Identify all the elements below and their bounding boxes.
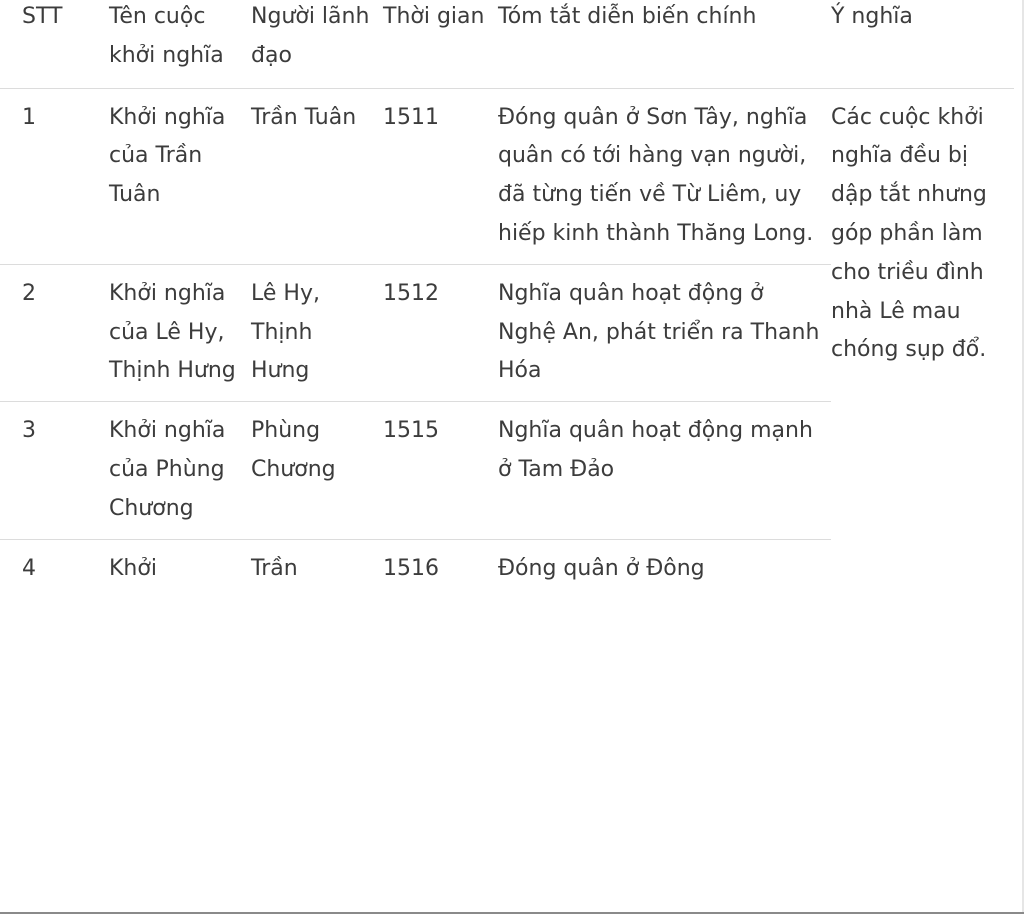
header-leader: Người lãnh đạo <box>251 4 370 68</box>
cell-name: Khởi nghĩa của Lê Hy, Thịnh Hưng <box>109 280 236 384</box>
cell-time: 1511 <box>383 104 439 130</box>
cell-leader: Lê Hy, Thịnh Hưng <box>251 280 320 384</box>
cell-name: Khởi nghĩa của Phùng Chương <box>109 418 226 521</box>
cell-leader: Trần <box>251 555 298 581</box>
cell-stt: 2 <box>22 280 36 306</box>
cell-summary: Đóng quân ở Sơn Tây, nghĩa quân có tới hàng vạn người, đã từng tiến về Từ Liêm, uy hiếp kinh thành Thăng Long. <box>498 104 814 246</box>
header-stt: STT <box>22 4 63 29</box>
table-row <box>0 88 1014 264</box>
cell-stt: 4 <box>22 555 36 581</box>
cell-time: 1515 <box>383 418 439 444</box>
header-time: Thời gian <box>383 4 485 29</box>
cell-time: 1516 <box>383 555 439 581</box>
cell-summary: Nghĩa quân hoạt động ở Nghệ An, phát triển ra Thanh Hóa <box>498 280 820 384</box>
header-summary: Tóm tắt diễn biến chính <box>498 4 757 29</box>
cell-summary: Đóng quân ở Đông <box>498 555 705 581</box>
table-header-row <box>0 0 1014 88</box>
cell-leader: Trần Tuân <box>251 104 357 130</box>
cell-time: 1512 <box>383 280 439 306</box>
cell-leader: Phùng Chương <box>251 418 336 482</box>
cell-meaning: Các cuộc khởi nghĩa đều bị dập tắt nhưng góp phần làm cho triều đình nhà Lê mau chóng sụp đổ. <box>831 88 1014 598</box>
cell-stt: 1 <box>22 104 36 130</box>
cell-name: Khởi nghĩa của Trần Tuân <box>109 104 226 208</box>
header-name: Tên cuộc khởi nghĩa <box>109 4 224 68</box>
cell-stt: 3 <box>22 418 36 444</box>
header-meaning: Ý nghĩa <box>831 4 913 29</box>
cell-summary: Nghĩa quân hoạt động mạnh ở Tam Đảo <box>498 418 813 482</box>
cell-name: Khởi <box>109 555 157 581</box>
